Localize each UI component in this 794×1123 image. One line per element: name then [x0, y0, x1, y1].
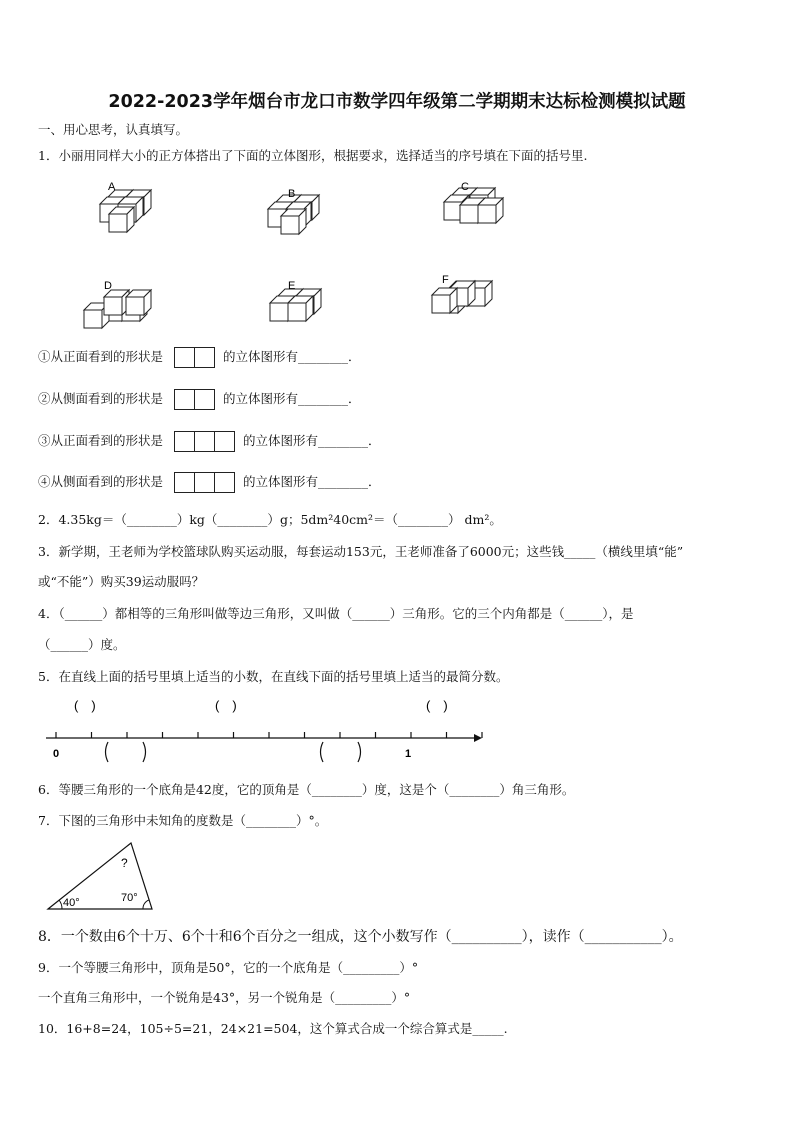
q1-sub-4 [38, 472, 381, 493]
question-5-text: 5．在直线上面的括号里填上适当的小数，在直线下面的括号里填上适当的最简分数。 [38, 669, 509, 684]
section-heading: 一、用心思考，认真填写。 [38, 122, 189, 137]
cube-front-face [281, 216, 299, 234]
angle-arc-right [143, 900, 149, 909]
q1-sub-3-suffix: 的立体图形有________． [243, 433, 381, 448]
figure-label-f: F [442, 274, 449, 286]
three-square-view [175, 431, 235, 452]
figure-label-d: D [104, 280, 112, 292]
triangle-figure [0, 835, 200, 915]
cube-front-face [460, 205, 478, 223]
cube-front-face [478, 205, 496, 223]
figure-label-b: B [288, 188, 296, 200]
figure-label-e: E [288, 280, 296, 292]
figure-label-a: A [108, 181, 116, 193]
cube-front-face [288, 303, 306, 321]
q1-sub-4-suffix: 的立体图形有________． [243, 474, 381, 489]
question-8: 8．一个数由6个十万、6个十和6个百分之一组成，这个小数写作（__________），读作（___________）。 [38, 929, 683, 945]
question-9-line-1: 9．一个等腰三角形中，顶角是50°，它的一个底角是（_________）° [38, 960, 419, 975]
bottom-bracket-1-right [143, 742, 146, 762]
bottom-bracket-1-left [106, 742, 109, 762]
question-4-line-1: 4．（______）都相等的三角形叫做等边三角形，又叫做（______）三角形。它的三个内角都是（______），是 [38, 606, 634, 621]
cube-front-face [84, 310, 102, 328]
top-bracket-1: ( ) [74, 698, 96, 713]
question-10: 10．16+8=24，105÷5=21，24×21=504，这个算式合成一个综合算式是_____. [38, 1021, 508, 1036]
q1-sub-1-suffix: 的立体图形有________． [223, 349, 361, 364]
cube-front-face [126, 297, 144, 315]
question-1-text: 1．小丽用同样大小的正方体搭出了下面的立体图形，根据要求，选择适当的序号填在下面的括号里. [38, 148, 588, 163]
top-bracket-3: ( ) [426, 698, 448, 713]
question-4-line-2: （______）度。 [38, 637, 126, 652]
cube-front-face [270, 303, 288, 321]
axis-arrow [474, 734, 482, 742]
number-line [0, 690, 794, 770]
q1-sub-2-prefix: ②从侧面看到的形状是 [38, 391, 164, 406]
cube-front-face [444, 202, 462, 220]
question-6: 6．等腰三角形的一个底角是42度，它的顶角是（________）度，这是个（________）角三角形。 [38, 782, 575, 797]
question-3-line-2: 或“不能”）购买39运动服吗？ [38, 574, 205, 589]
cube-front-face [432, 295, 450, 313]
question-7-text: 7．下图的三角形中未知角的度数是（________）°。 [38, 813, 328, 828]
question-9-line-2: 一个直角三角形中，一个锐角是43°，另一个锐角是（_________）° [38, 990, 411, 1005]
q1-sub-1 [38, 347, 361, 368]
angle-left-label: 40° [63, 897, 80, 909]
zero-label: 0 [53, 748, 60, 760]
figure-label-c: C [461, 181, 469, 193]
question-2: 2．4.35kg＝（________）kg（________）g；5dm²40cm²＝（________） dm²。 [38, 512, 502, 527]
two-square-view [175, 389, 215, 410]
q1-sub-4-prefix: ④从侧面看到的形状是 [38, 474, 164, 489]
q1-sub-3-prefix: ③从正面看到的形状是 [38, 433, 164, 448]
bottom-bracket-2-left [321, 742, 324, 762]
question-3-line-1: 3．新学期，王老师为学校篮球队购买运动服，每套运动153元，王老师准备了6000元；这些钱_____（横线里填“能” [38, 544, 684, 559]
q1-sub-2 [38, 389, 361, 410]
one-label: 1 [405, 748, 412, 760]
angle-right-label: 70° [121, 892, 138, 904]
q1-sub-3 [38, 431, 381, 452]
cube-figures [0, 175, 794, 335]
angle-arc-left [59, 900, 62, 909]
page-title: 2022-2023学年烟台市龙口市数学四年级第二学期期末达标检测模拟试题 [108, 92, 686, 112]
q1-sub-1-prefix: ①从正面看到的形状是 [38, 349, 164, 364]
two-square-view [175, 347, 215, 368]
bottom-bracket-2-right [358, 742, 361, 762]
cube-front-face [104, 297, 122, 315]
top-bracket-2: ( ) [215, 698, 237, 713]
cube-front-face [109, 214, 127, 232]
q1-sub-2-suffix: 的立体图形有________． [223, 391, 361, 406]
angle-unknown-label: ? [121, 856, 128, 870]
three-square-view [175, 472, 235, 493]
